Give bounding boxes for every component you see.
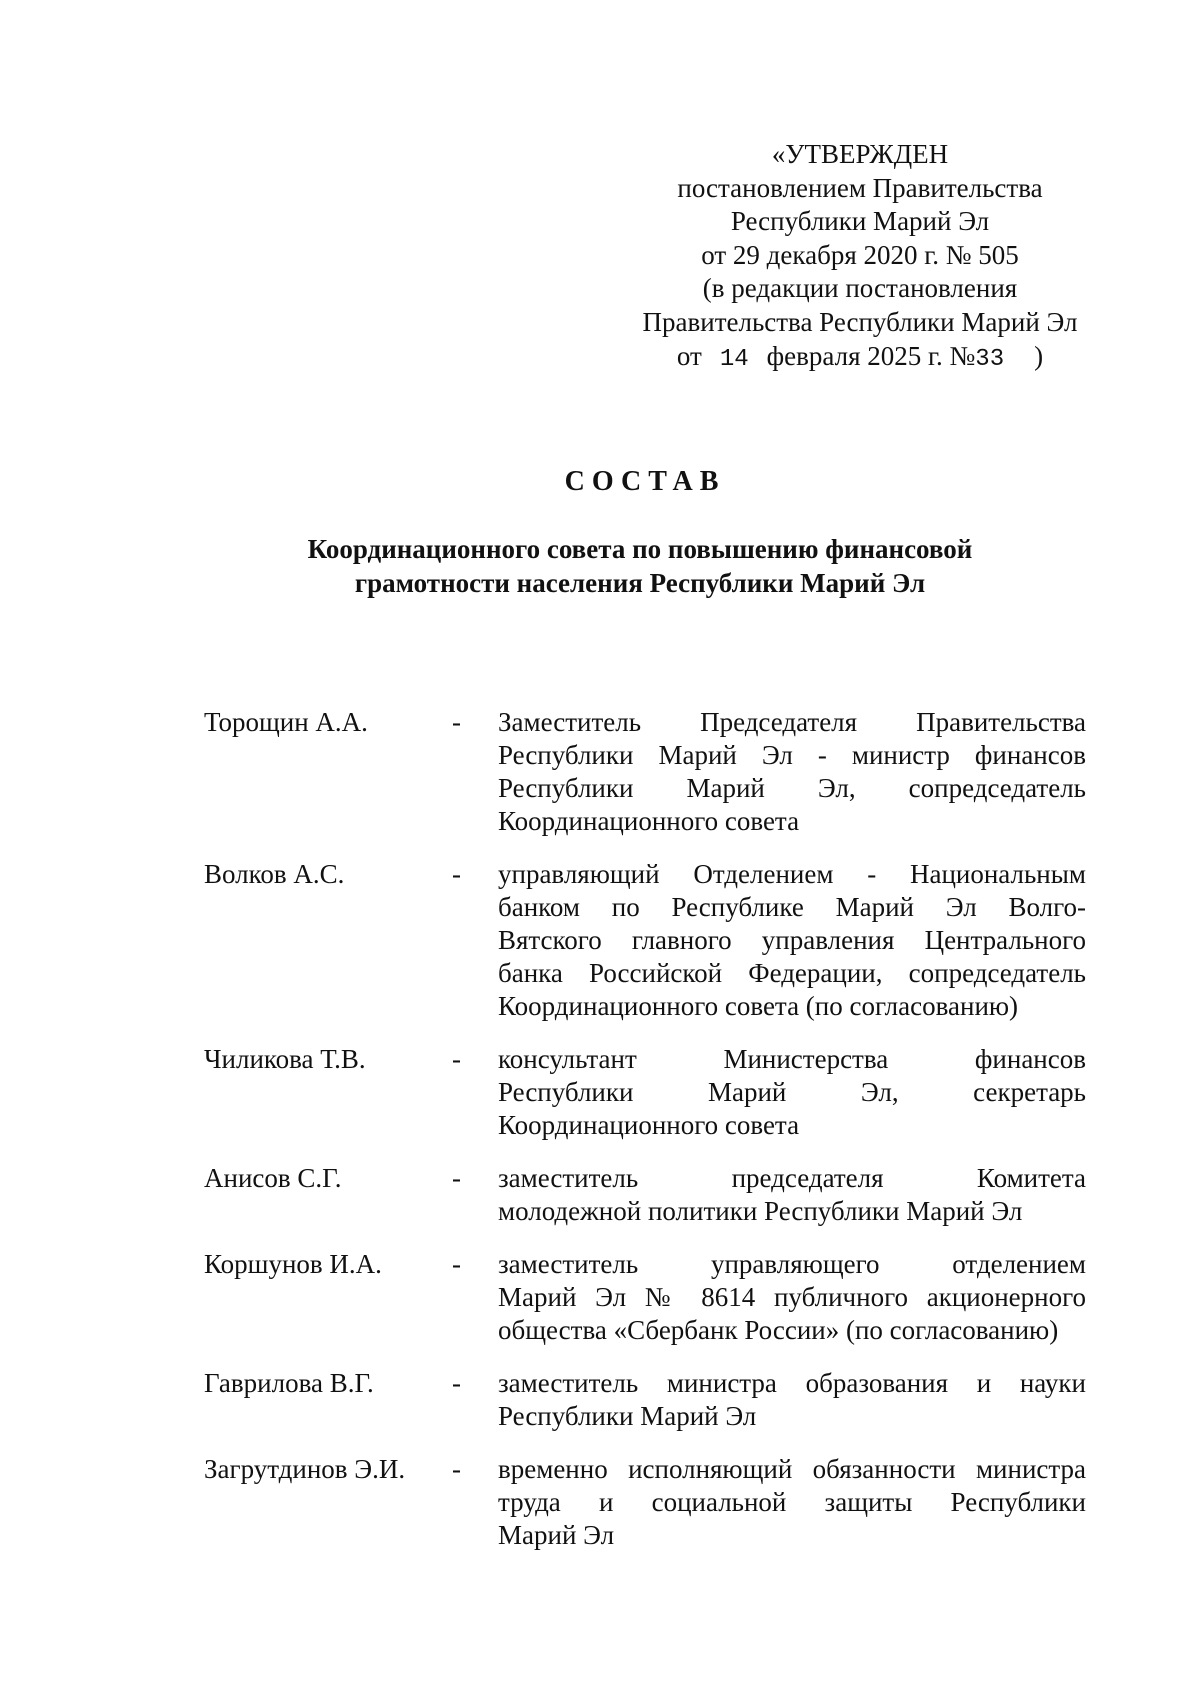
member-row bbox=[204, 1367, 1086, 1433]
member-dash: - bbox=[452, 1454, 461, 1484]
member-role-line: Координационного совета bbox=[498, 1110, 800, 1140]
member-role-line: Республики Марий Эл, сопредседатель bbox=[498, 773, 1086, 803]
member-role-line: общества «Сбербанк России» (по согласованию) bbox=[498, 1315, 1059, 1345]
member-dash: - bbox=[452, 707, 461, 737]
approval-line-1: «УТВЕРЖДЕН bbox=[771, 139, 949, 169]
member-role bbox=[498, 1453, 1086, 1552]
member-dash: - bbox=[452, 1163, 461, 1193]
member-role-line: консультант Министерства финансов bbox=[498, 1044, 1086, 1074]
member-role-line: Марий Эл № 8614 публичного акционерного bbox=[498, 1282, 1086, 1312]
approval-line-7 bbox=[600, 340, 1120, 377]
member-name: Загрутдинов Э.И. bbox=[204, 1454, 406, 1484]
members-list bbox=[204, 706, 1086, 1552]
member-row bbox=[204, 1043, 1086, 1142]
member-role bbox=[498, 858, 1086, 1023]
member-row bbox=[204, 858, 1086, 1023]
approval-stamp bbox=[600, 138, 1120, 376]
member-row bbox=[204, 1248, 1086, 1347]
member-dash: - bbox=[452, 1044, 461, 1074]
member-role-line: Координационного совета (по согласованию) bbox=[498, 991, 1019, 1021]
document-subtitle bbox=[250, 532, 1030, 600]
member-name: Волков А.С. bbox=[204, 859, 345, 889]
member-dash: - bbox=[452, 859, 461, 889]
member-role-line: заместитель председателя Комитета bbox=[498, 1163, 1086, 1193]
member-name: Гаврилова В.Г. bbox=[204, 1368, 374, 1398]
member-name: Торощин А.А. bbox=[204, 707, 368, 737]
approval-line-3: Республики Марий Эл bbox=[730, 206, 990, 237]
approval-line-4: от 29 декабря 2020 г. № 505 bbox=[701, 239, 1019, 270]
approval-line-2: постановлением Правительства bbox=[677, 172, 1043, 203]
member-name: Коршунов И.А. bbox=[204, 1249, 382, 1279]
member-row bbox=[204, 1162, 1086, 1228]
member-role-line: Республики Марий Эл, секретарь bbox=[498, 1077, 1086, 1107]
member-dash: - bbox=[452, 1368, 461, 1398]
approval-date-prefix: от bbox=[676, 340, 702, 371]
member-role-line: Республики Марий Эл - министр финансов bbox=[498, 740, 1086, 770]
member-role-line: банка Российской Федерации, сопредседатель bbox=[498, 958, 1086, 988]
approval-date-day: 14 bbox=[719, 345, 749, 373]
member-name: Анисов С.Г. bbox=[204, 1163, 342, 1193]
member-role-line: Координационного совета bbox=[498, 806, 800, 836]
subtitle-line-1: Координационного совета по повышению финансовой bbox=[307, 534, 973, 564]
member-role bbox=[498, 1248, 1086, 1347]
member-role-line: заместитель министра образования и науки bbox=[498, 1368, 1086, 1398]
approval-date-suffix: ) bbox=[1034, 340, 1044, 371]
member-role-line: банком по Республике Марий Эл Волго- bbox=[498, 892, 1086, 922]
subtitle-line-2: грамотности населения Республики Марий Эл bbox=[354, 568, 926, 598]
approval-number: 33 bbox=[975, 345, 1005, 373]
member-role-line: Вятского главного управления Центрального bbox=[498, 925, 1086, 955]
member-row bbox=[204, 706, 1086, 838]
member-role-line: Республики Марий Эл bbox=[498, 1401, 757, 1431]
member-role-line: временно исполняющий обязанности министра bbox=[498, 1454, 1086, 1484]
member-name: Чиликова Т.В. bbox=[204, 1044, 366, 1074]
document-title: СОСТАВ bbox=[564, 466, 726, 497]
approval-line-6: Правительства Республики Марий Эл bbox=[642, 306, 1078, 337]
approval-line-5: (в редакции постановления bbox=[702, 273, 1018, 304]
member-role-line: заместитель управляющего отделением bbox=[498, 1249, 1086, 1279]
member-dash: - bbox=[452, 1249, 461, 1279]
approval-date-middle: февраля 2025 г. № bbox=[766, 340, 976, 371]
member-role bbox=[498, 1043, 1086, 1142]
member-role bbox=[498, 1367, 1086, 1433]
member-role-line: молодежной политики Республики Марий Эл bbox=[498, 1196, 1023, 1226]
member-row bbox=[204, 1453, 1086, 1552]
member-role bbox=[498, 1162, 1086, 1228]
member-role-line: труда и социальной защиты Республики bbox=[498, 1487, 1086, 1517]
member-role-line: Марий Эл bbox=[498, 1520, 615, 1550]
member-role-line: управляющий Отделением - Национальным bbox=[498, 859, 1086, 889]
member-role-line: Заместитель Председателя Правительства bbox=[498, 707, 1086, 737]
member-role bbox=[498, 706, 1086, 838]
